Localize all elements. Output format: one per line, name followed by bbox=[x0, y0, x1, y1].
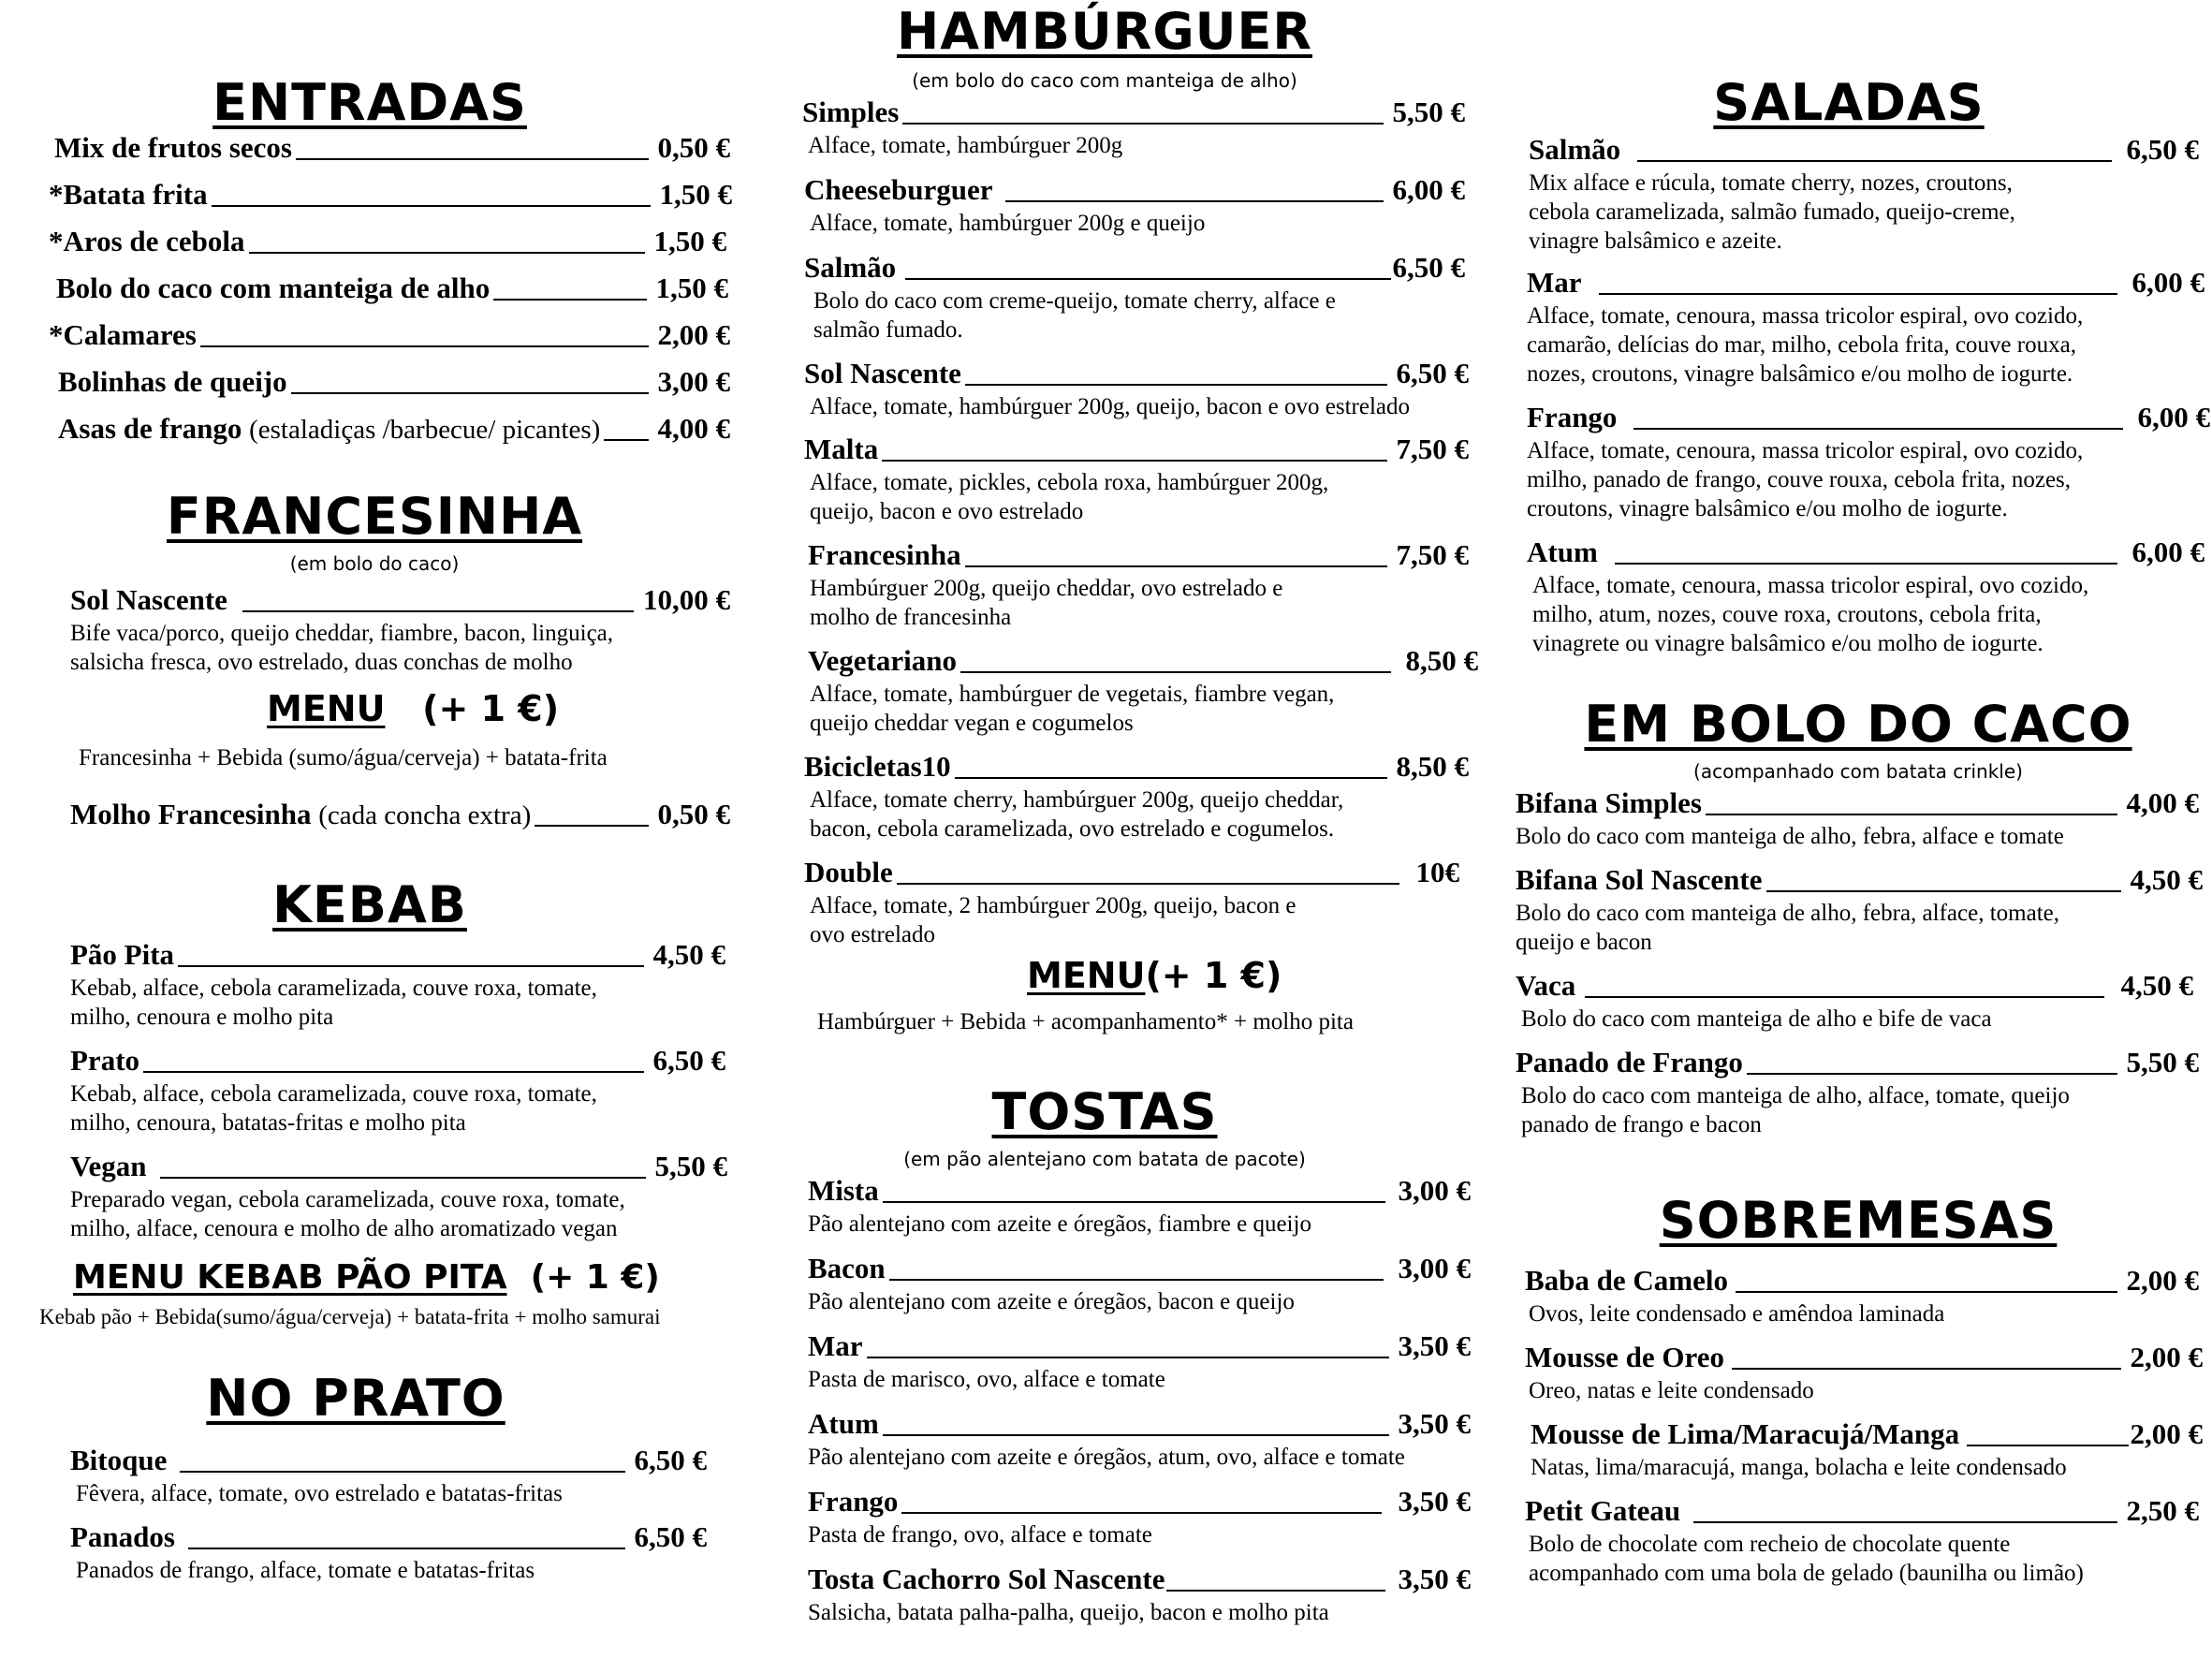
item-description: Panados de frango, alface, tomate e batatas-fritas bbox=[76, 1558, 535, 1583]
item-name: *Calamares bbox=[49, 318, 197, 351]
item-description: Hambúrguer 200g, queijo cheddar, ovo estrelado e molho de francesinha bbox=[810, 576, 1283, 630]
item-description: Alface, tomate, 2 hambúrguer 200g, queijo, bacon e ovo estrelado bbox=[810, 893, 1296, 947]
menu-item bbox=[804, 856, 1459, 949]
item-name: Double bbox=[804, 856, 893, 888]
item-name: Asas de frango bbox=[58, 412, 242, 445]
menu-item bbox=[70, 583, 730, 677]
menu-item bbox=[1527, 536, 2205, 658]
item-description: Mix alface e rúcula, tomate cherry, nozes, croutons, cebola caramelizada, salmão fumado, queijo-creme, vinagre balsâmico e azeite. bbox=[1529, 170, 2015, 254]
hamburguer-title: HAMBÚRGUER bbox=[897, 2, 1312, 61]
item-price: 4,00 € bbox=[2126, 786, 2199, 819]
item-price: 6,00 € bbox=[2137, 401, 2210, 433]
item-price: 0,50 € bbox=[657, 798, 730, 830]
menu-item bbox=[1516, 786, 2199, 851]
item-price: 1,50 € bbox=[655, 271, 728, 304]
menu-item bbox=[1527, 266, 2205, 389]
item-price: 3,50 € bbox=[1398, 1407, 1471, 1440]
item-price: 4,50 € bbox=[2130, 863, 2203, 896]
item-name: Panados bbox=[70, 1520, 175, 1553]
item-price: 3,00 € bbox=[1398, 1174, 1471, 1207]
item-price: 6,00 € bbox=[1392, 173, 1465, 206]
item-name: Bifana Simples bbox=[1516, 786, 1702, 819]
item-price: 3,00 € bbox=[1398, 1252, 1471, 1284]
item-name: Mar bbox=[1527, 266, 1582, 299]
item-name: Molho Francesinha bbox=[70, 798, 312, 830]
item-price: 5,50 € bbox=[1392, 95, 1465, 128]
menu-item bbox=[804, 357, 1469, 421]
item-name: *Aros de cebola bbox=[49, 225, 245, 257]
item-name: Mista bbox=[808, 1174, 879, 1207]
hamburguer-menu-description: Hambúrguer + Bebida + acompanhamento* + molho pita bbox=[817, 1009, 1354, 1034]
menu-item bbox=[1529, 133, 2199, 256]
menu-price: (+ 1 €) bbox=[530, 1258, 660, 1297]
item-description: Pasta de frango, ovo, alface e tomate bbox=[808, 1522, 1152, 1548]
item-price: 6,50 € bbox=[634, 1520, 707, 1553]
sobremesas-title: SOBREMESAS bbox=[1659, 1191, 2058, 1250]
hamburguer-subtitle: (em bolo do caco com manteiga de alho) bbox=[912, 69, 1297, 92]
menu-item bbox=[808, 1485, 1471, 1549]
item-name: Bicicletas10 bbox=[804, 750, 951, 783]
item-description: Bolo de chocolate com recheio de chocolate quente acompanhado com uma bola de gelado (baunilha ou limão) bbox=[1529, 1532, 2084, 1586]
item-name: Bolo do caco com manteiga de alho bbox=[56, 271, 491, 304]
francesinha-subtitle: (em bolo do caco) bbox=[289, 552, 460, 575]
item-name: Mix de frutos secos bbox=[54, 131, 292, 164]
menu-item bbox=[70, 1150, 727, 1243]
item-name: Bitoque bbox=[70, 1444, 168, 1476]
francesinha-menu-description: Francesinha + Bebida (sumo/água/cerveja) + batata-frita bbox=[79, 745, 608, 770]
item-name: Mousse de Oreo bbox=[1525, 1341, 1724, 1373]
menu-item bbox=[70, 1044, 725, 1137]
item-description: Kebab, alface, cebola caramelizada, couve roxa, tomate, milho, cenoura e molho pita bbox=[70, 976, 597, 1030]
item-name: Simples bbox=[802, 95, 900, 128]
item-price: 2,00 € bbox=[2130, 1417, 2203, 1450]
menu-item bbox=[49, 225, 726, 258]
item-description: Bolo do caco com manteiga de alho, febra, alface e tomate bbox=[1516, 824, 2064, 849]
item-price: 2,50 € bbox=[2126, 1494, 2199, 1527]
item-name: Salmão bbox=[804, 251, 897, 284]
item-description: Bolo do caco com manteiga de alho e bife de vaca bbox=[1521, 1006, 1992, 1032]
item-name: Vegan bbox=[70, 1150, 147, 1182]
item-name: Bifana Sol Nascente bbox=[1516, 863, 1763, 896]
item-name: Vaca bbox=[1516, 969, 1576, 1002]
item-price: 8,50 € bbox=[1405, 644, 1478, 677]
item-description: Alface, tomate, cenoura, massa tricolor espiral, ovo cozido, milho, panado de frango, couve rouxa, cebola frita, nozes, croutons, vinagre balsâmico e/ou molho de iogurte. bbox=[1527, 438, 2084, 521]
tostas-title: TOSTAS bbox=[991, 1082, 1218, 1141]
item-description: Fêvera, alface, tomate, ovo estrelado e batatas-fritas bbox=[76, 1481, 563, 1506]
item-price: 1,50 € bbox=[659, 178, 732, 211]
menu-price: (+ 1 €) bbox=[1145, 955, 1282, 996]
item-price: 0,50 € bbox=[657, 131, 730, 164]
item-name: Cheeseburguer bbox=[804, 173, 993, 206]
menu-item bbox=[808, 538, 1469, 632]
item-price: 6,50 € bbox=[634, 1444, 707, 1476]
item-price: 6,00 € bbox=[2131, 536, 2205, 568]
item-price: 3,50 € bbox=[1398, 1485, 1471, 1518]
item-description: Bolo do caco com creme-queijo, tomate cherry, alface e salmão fumado. bbox=[813, 288, 1336, 343]
menu-price: (+ 1 €) bbox=[422, 688, 560, 729]
item-name: Atum bbox=[1527, 536, 1598, 568]
entradas-title: ENTRADAS bbox=[212, 73, 527, 132]
item-name: Sol Nascente bbox=[804, 357, 961, 389]
menu-item bbox=[808, 644, 1478, 738]
item-description: Alface, tomate cherry, hambúrguer 200g, queijo cheddar, bacon, cebola caramelizada, ovo estrelado e cogumelos. bbox=[810, 787, 1344, 842]
item-price: 5,50 € bbox=[2126, 1046, 2199, 1078]
menu-item bbox=[49, 178, 732, 212]
menu-item bbox=[56, 271, 728, 305]
item-name: Atum bbox=[808, 1407, 879, 1440]
menu-item bbox=[1525, 1494, 2199, 1588]
item-name: Petit Gateau bbox=[1525, 1494, 1681, 1527]
item-name: Prato bbox=[70, 1044, 140, 1077]
item-price: 6,50 € bbox=[1392, 251, 1465, 284]
em-bolo-do-caco-title: EM BOLO DO CACO bbox=[1584, 695, 2132, 754]
item-name: Mousse de Lima/Maracujá/Manga bbox=[1531, 1417, 1960, 1450]
tostas-subtitle: (em pão alentejano com batata de pacote) bbox=[903, 1148, 1306, 1170]
item-name: Panado de Frango bbox=[1516, 1046, 1743, 1078]
item-description: Alface, tomate, hambúrguer de vegetais, fiambre vegan, queijo cheddar vegan e cogumelos bbox=[810, 682, 1335, 736]
item-price: 6,50 € bbox=[2126, 133, 2199, 166]
item-description: Alface, tomate, hambúrguer 200g e queijo bbox=[810, 211, 1206, 236]
item-description: Alface, tomate, cenoura, massa tricolor espiral, ovo cozido, camarão, delícias do mar, milho, cebola frita, couve rouxa, nozes, croutons, vinagre balsâmico e/ou molho de iogurte. bbox=[1527, 303, 2084, 387]
menu-item bbox=[49, 318, 730, 352]
item-name: Baba de Camelo bbox=[1525, 1264, 1728, 1297]
menu-item bbox=[802, 95, 1465, 160]
francesinha-title: FRANCESINHA bbox=[166, 487, 583, 546]
menu-item bbox=[804, 433, 1469, 526]
menu-label: MENU bbox=[1027, 955, 1146, 996]
item-price: 6,00 € bbox=[2131, 266, 2205, 299]
hamburguer-menu-heading bbox=[1027, 955, 1282, 996]
menu-label: MENU bbox=[267, 688, 386, 729]
no-prato-title: NO PRATO bbox=[206, 1369, 505, 1428]
kebab-menu-description: Kebab pão + Bebida(sumo/água/cerveja) + batata-frita + molho samurai bbox=[39, 1305, 661, 1328]
item-price: 6,50 € bbox=[1396, 357, 1469, 389]
menu-item bbox=[70, 1520, 707, 1585]
menu-item bbox=[808, 1563, 1471, 1627]
menu-item bbox=[804, 750, 1469, 844]
menu-item bbox=[808, 1329, 1471, 1394]
item-name: Sol Nascente bbox=[70, 583, 227, 616]
item-description: Pão alentejano com azeite e óregãos, bacon e queijo bbox=[808, 1289, 1295, 1314]
item-price: 4,00 € bbox=[657, 412, 730, 445]
item-price: 5,50 € bbox=[654, 1150, 727, 1182]
menu-item bbox=[1516, 863, 2203, 957]
item-name: *Batata frita bbox=[49, 178, 208, 211]
menu-item bbox=[1525, 1341, 2203, 1405]
item-name: Bacon bbox=[808, 1252, 886, 1284]
item-price: 3,50 € bbox=[1398, 1329, 1471, 1362]
francesinha-menu-heading bbox=[267, 688, 559, 729]
menu-label: MENU KEBAB PÃO PITA bbox=[73, 1258, 507, 1297]
item-price: 3,50 € bbox=[1398, 1563, 1471, 1595]
item-price: 10,00 € bbox=[643, 583, 730, 616]
item-description: Alface, tomate, hambúrguer 200g, queijo, bacon e ovo estrelado bbox=[810, 394, 1410, 419]
item-description: Salsicha, batata palha-palha, queijo, bacon e molho pita bbox=[808, 1600, 1329, 1625]
item-description: Preparado vegan, cebola caramelizada, couve roxa, tomate, milho, alface, cenoura e molho de alho aromatizado vegan bbox=[70, 1187, 625, 1241]
kebab-title: KEBAB bbox=[272, 875, 467, 934]
menu-item bbox=[804, 251, 1465, 345]
item-name: Bolinhas de queijo bbox=[58, 365, 287, 398]
menu-item bbox=[808, 1407, 1471, 1472]
menu-item bbox=[1516, 1046, 2199, 1139]
menu-item bbox=[58, 412, 730, 446]
item-description: Ovos, leite condensado e amêndoa laminada bbox=[1529, 1301, 1945, 1327]
item-price: 4,50 € bbox=[652, 938, 725, 971]
item-price: 1,50 € bbox=[653, 225, 726, 257]
item-description: Natas, lima/maracujá, manga, bolacha e leite condensado bbox=[1531, 1455, 2067, 1480]
menu-item bbox=[70, 938, 725, 1032]
menu-item bbox=[70, 798, 730, 831]
menu-item bbox=[70, 1444, 707, 1508]
item-extra: (cada concha extra) bbox=[318, 800, 532, 830]
item-price: 2,00 € bbox=[2130, 1341, 2203, 1373]
item-price: 6,50 € bbox=[652, 1044, 725, 1077]
item-price: 3,00 € bbox=[657, 365, 730, 398]
item-name: Malta bbox=[804, 433, 879, 465]
saladas-title: SALADAS bbox=[1713, 73, 1985, 132]
item-description: Pão alentejano com azeite e óregãos, fiambre e queijo bbox=[808, 1211, 1311, 1237]
menu-item bbox=[1531, 1417, 2203, 1482]
item-description: Alface, tomate, cenoura, massa tricolor espiral, ovo cozido, milho, atum, nozes, couve roxa, croutons, cebola frita, vinagrete ou vinagre balsâmico e/ou molho de iogurte. bbox=[1532, 573, 2089, 656]
menu-item bbox=[58, 365, 730, 399]
item-name: Tosta Cachorro Sol Nascente bbox=[808, 1563, 1165, 1595]
item-description: Bife vaca/porco, queijo cheddar, fiambre, bacon, linguiça, salsicha fresca, ovo estrelado, duas conchas de molho bbox=[70, 621, 614, 675]
item-name: Salmão bbox=[1529, 133, 1621, 166]
kebab-menu-heading bbox=[73, 1258, 660, 1297]
menu-item bbox=[804, 173, 1465, 238]
item-description: Oreo, natas e leite condensado bbox=[1529, 1378, 1814, 1403]
item-description: Bolo do caco com manteiga de alho, febra, alface, tomate, queijo e bacon bbox=[1516, 901, 2059, 955]
menu-item bbox=[1516, 969, 2193, 1034]
item-description: Pão alentejano com azeite e óregãos, atum, ovo, alface e tomate bbox=[808, 1445, 1405, 1470]
item-price: 10€ bbox=[1415, 856, 1459, 888]
item-price: 7,50 € bbox=[1396, 538, 1469, 571]
item-price: 2,00 € bbox=[2126, 1264, 2199, 1297]
menu-item bbox=[54, 131, 730, 165]
item-name: Frango bbox=[808, 1485, 899, 1518]
menu-item bbox=[1525, 1264, 2199, 1328]
menu-item bbox=[808, 1174, 1471, 1239]
item-name: Frango bbox=[1527, 401, 1618, 433]
item-price: 8,50 € bbox=[1396, 750, 1469, 783]
menu-item bbox=[808, 1252, 1471, 1316]
item-description: Alface, tomate, hambúrguer 200g bbox=[808, 133, 1123, 158]
item-description: Pasta de marisco, ovo, alface e tomate bbox=[808, 1367, 1165, 1392]
item-name: Francesinha bbox=[808, 538, 961, 571]
item-price: 2,00 € bbox=[657, 318, 730, 351]
item-description: Bolo do caco com manteiga de alho, alface, tomate, queijo panado de frango e bacon bbox=[1521, 1083, 2070, 1137]
item-name: Vegetariano bbox=[808, 644, 957, 677]
em-bolo-do-caco-subtitle: (acompanhado com batata crinkle) bbox=[1693, 760, 2023, 783]
item-description: Alface, tomate, pickles, cebola roxa, hambúrguer 200g, queijo, bacon e ovo estrelado bbox=[810, 470, 1329, 524]
item-extra: (estaladiças /barbecue/ picantes) bbox=[249, 415, 601, 445]
item-price: 7,50 € bbox=[1396, 433, 1469, 465]
menu-item bbox=[1527, 401, 2210, 523]
item-name: Pão Pita bbox=[70, 938, 175, 971]
item-price: 4,50 € bbox=[2120, 969, 2193, 1002]
item-description: Kebab, alface, cebola caramelizada, couve roxa, tomate, milho, cenoura, batatas-fritas e molho pita bbox=[70, 1081, 597, 1136]
item-name: Mar bbox=[808, 1329, 863, 1362]
